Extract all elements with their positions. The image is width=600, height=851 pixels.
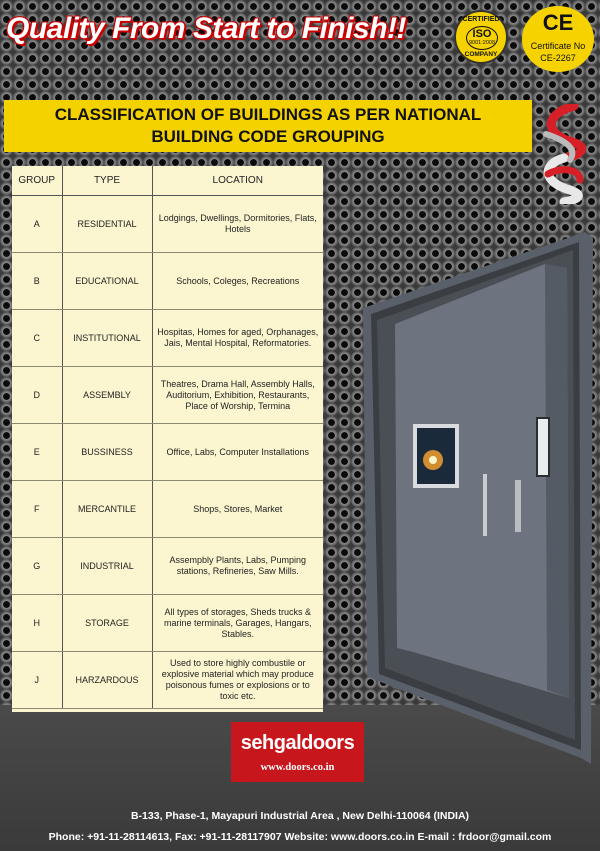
iso-standard: 9001:2008: [469, 40, 495, 46]
headline: Quality From Start to Finish!!: [6, 12, 407, 45]
iso-bottom-text: COMPANY: [464, 51, 498, 58]
location-cell: Schools, Coleges, Recreations: [152, 253, 323, 310]
group-cell: B: [12, 253, 62, 310]
group-cell: J: [12, 652, 62, 709]
column-header-type: TYPE: [62, 166, 152, 196]
location-cell: Used to store highly combustile or explosive material which may produce poisonous fumes or explosions or to toxic etc.: [152, 652, 323, 709]
type-cell: ASSEMBLY: [62, 367, 152, 424]
group-cell: H: [12, 595, 62, 652]
banner-line-1: CLASSIFICATION OF BUILDINGS AS PER NATIONAL: [54, 105, 482, 124]
table-row: [12, 196, 323, 253]
type-cell: INDUSTRIAL: [62, 538, 152, 595]
group-cell: F: [12, 481, 62, 538]
iso-top-text: CERTIFIED: [462, 16, 500, 23]
brand-name: sehgaldoors: [240, 732, 355, 754]
type-cell: STORAGE: [62, 595, 152, 652]
column-header-location: LOCATION: [152, 166, 323, 196]
banner-line-2: BUILDING CODE GROUPING: [151, 127, 385, 146]
title-banner: [4, 100, 532, 152]
group-cell: A: [12, 196, 62, 253]
type-cell: HARZARDOUS: [62, 652, 152, 709]
column-header-group: GROUP: [12, 166, 62, 196]
location-cell: Theatres, Drama Hall, Assembly Halls, Auditorium, Exhibition, Restaurants, Place of Worship, Termina: [152, 367, 323, 424]
table-header-row: [12, 166, 323, 196]
location-cell: Office, Labs, Computer Installations: [152, 424, 323, 481]
location-cell: Hospitas, Homes for aged, Orphanages, Jais, Mental Hospital, Reformatories.: [152, 310, 323, 367]
location-cell: Assempbly Plants, Labs, Pumping stations, Refineries, Saw Mills.: [152, 538, 323, 595]
location-cell: All types of storages, Sheds trucks & marine terminals, Garages, Hangars, Stables.: [152, 595, 323, 652]
classification-table: [12, 166, 323, 712]
company-address: B-133, Phase-1, Mayapuri Industrial Area , New Delhi-110064 (INDIA): [130, 810, 470, 822]
ce-certificate-number: CE-2267: [540, 53, 576, 63]
location-cell: Lodgings, Dwellings, Dormitories, Flats, Hotels: [152, 196, 323, 253]
company-contact: Phone: +91-11-28114613, Fax: +91-11-28117907 Website: www.doors.co.in E-mail : frdoor@gmail.com: [48, 831, 552, 843]
iso-certified-badge: [454, 10, 508, 64]
brand-logo: [231, 722, 364, 782]
table-row: [12, 652, 323, 709]
iso-label: ISO: [472, 28, 492, 40]
steel-door-image: [355, 228, 595, 768]
group-cell: C: [12, 310, 62, 367]
type-cell: RESIDENTIAL: [62, 196, 152, 253]
ce-mark: CE: [542, 10, 574, 35]
group-cell: G: [12, 538, 62, 595]
table-row: [12, 253, 323, 310]
type-cell: INSTITUTIONAL: [62, 310, 152, 367]
type-cell: MERCANTILE: [62, 481, 152, 538]
table-row: [12, 481, 323, 538]
brand-url: www.doors.co.in: [260, 762, 335, 773]
group-cell: E: [12, 424, 62, 481]
group-cell: D: [12, 367, 62, 424]
type-cell: BUSSINESS: [62, 424, 152, 481]
iso-inner-ring: [466, 26, 498, 50]
location-cell: Shops, Stores, Market: [152, 481, 323, 538]
table-row: [12, 424, 323, 481]
ribbon-logo-icon: [534, 104, 594, 204]
table-row: [12, 538, 323, 595]
ce-certificate-label: Certificate No: [530, 41, 586, 51]
table-row: [12, 595, 323, 652]
type-cell: EDUCATIONAL: [62, 253, 152, 310]
table-row: [12, 367, 323, 424]
ce-certificate-badge: [522, 6, 594, 72]
table-row: [12, 310, 323, 367]
